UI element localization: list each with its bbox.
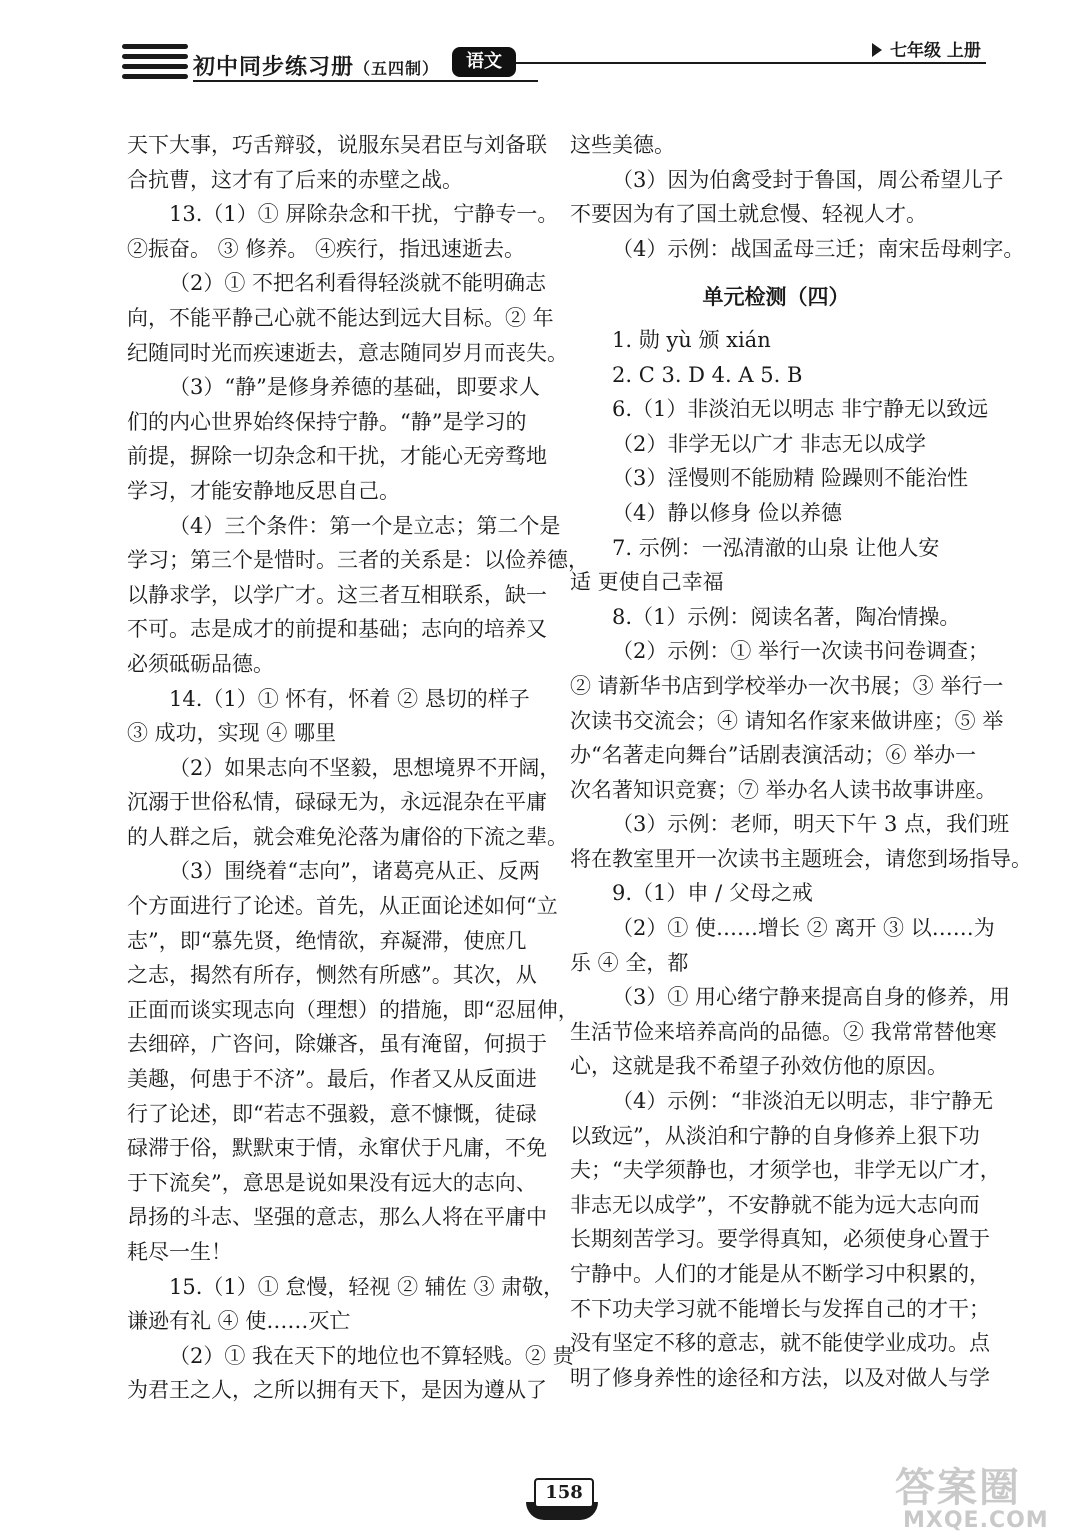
text-line: 合抗曹，这才有了后来的赤壁之战。 xyxy=(127,167,463,192)
text-line: 以致远”，从淡泊和宁静的自身修养上狠下功 xyxy=(570,1123,980,1148)
text-line: 碌滞于俗，默默束于情，永窜伏于凡庸，不免 xyxy=(127,1136,547,1161)
text-line: 昂扬的斗志、坚强的意志，那么人将在平庸中 xyxy=(127,1205,547,1230)
left-column xyxy=(127,128,589,1408)
text-line: 8.（1）示例：阅读名著，陶冶情操。 xyxy=(612,604,961,629)
text-line: ②振奋。 ③ 修养。 ④疾行，指迅速逝去。 xyxy=(127,236,526,261)
text-line: 15.（1）① 怠慢，轻视 ② 辅佐 ③ 肃敬， xyxy=(169,1274,565,1299)
text-line: 个方面进行了论述。首先，从正面论述如何“立 xyxy=(127,894,558,919)
text-line: （3）淫慢则不能励精 险躁则不能治性 xyxy=(612,466,969,491)
text-line: （4）示例：战国孟母三迁；南宋岳母刺字。 xyxy=(612,236,1025,261)
text-line: 美趣，何患于不济”。最后，作者又从反面进 xyxy=(127,1067,537,1092)
text-line: 以静求学，以学广才。这三者互相联系，缺一 xyxy=(127,582,547,607)
text-line: 14.（1）① 怀有，怀着 ② 恳切的样子 xyxy=(169,686,530,711)
text-line: （2）如果志向不坚毅，思想境界不开阔， xyxy=(169,755,561,780)
text-line: 不可。志是成才的前提和基础；志向的培养又 xyxy=(127,617,547,642)
text-line: 为君王之人，之所以拥有天下，是因为遵从了 xyxy=(127,1378,547,1403)
text-line: （3）“静”是修身养德的基础，即要求人 xyxy=(169,375,540,400)
text-line: 不要因为有了国土就怠慢、轻视人才。 xyxy=(570,202,927,227)
book-title xyxy=(193,50,439,81)
page-header xyxy=(0,0,1071,110)
page-number xyxy=(522,1478,602,1522)
play-arrow-icon xyxy=(872,43,882,57)
text-line: （3）示例：老师，明天下午 3 点，我们班 xyxy=(612,812,1010,837)
text-line: 办“名著走向舞台”话剧表演活动；⑥ 举办一 xyxy=(570,743,977,768)
text-line: 7. 示例：一泓清澈的山泉 让他人安 xyxy=(612,535,940,560)
text-line: 行了论述，即“若志不强毅，意不慷慨，徒碌 xyxy=(127,1101,537,1126)
watermark xyxy=(895,1466,1065,1532)
text-line: 之志，揭然有所存，恻然有所感”。其次，从 xyxy=(127,963,537,988)
text-line: 次名著知识竞赛；⑦ 举办名人读书故事讲座。 xyxy=(570,777,997,802)
grade-label xyxy=(872,36,981,61)
text-line: 夫；“夫学须静也，才须学也，非学无以广才， xyxy=(570,1158,1001,1183)
text-line: （2）示例：① 举行一次读书问卷调查； xyxy=(612,639,990,664)
text-line: 不下功夫学习就不能增长与发挥自己的才干； xyxy=(570,1296,990,1321)
text-line: 耗尽一生！ xyxy=(127,1240,232,1264)
text-line: 正面而谈实现志向（理想）的措施，即“忍屈伸， xyxy=(127,997,579,1022)
text-line: 必须砥砺品德。 xyxy=(127,651,274,676)
book-logo-icon xyxy=(122,44,188,84)
text-line: 向，不能平静己心就不能达到远大目标。② 年 xyxy=(127,305,554,330)
text-line: （2）非学无以广才 非志无以成学 xyxy=(612,431,927,456)
text-line: 去细碎，广咨问，除嫌吝，虽有淹留，何损于 xyxy=(127,1032,547,1057)
text-line: 13.（1）① 屏除杂念和干扰，宁静专一。 xyxy=(169,202,559,227)
text-line: ③ 成功，实现 ④ 哪里 xyxy=(127,721,337,746)
text-line: 学习，才能安静地反思自己。 xyxy=(127,478,400,503)
page-number-text: 158 xyxy=(534,1478,594,1508)
grade-text: 七年级 上册 xyxy=(890,41,981,61)
book-edition: （五四制） xyxy=(354,59,440,78)
watermark-cn: 答案圈 xyxy=(895,1465,1021,1511)
text-line: 乐 ④ 全，都 xyxy=(570,950,689,975)
text-line: 天下大事，巧舌辩驳，说服东吴君臣与刘备联 xyxy=(127,133,547,157)
text-line: 将在教室里开一次读书主题班会，请您到场指导。 xyxy=(570,846,1032,871)
right-column xyxy=(570,128,1032,1395)
text-line: 前提，摒除一切杂念和干扰，才能心无旁骛地 xyxy=(127,444,547,469)
text-line: 这些美德。 xyxy=(570,133,675,157)
text-line: 非志无以成学”，不安静就不能为远大志向而 xyxy=(570,1192,980,1217)
text-line: 长期刻苦学习。要学得真知，必须使身心置于 xyxy=(570,1227,990,1252)
text-line: 谦逊有礼 ④ 使……灭亡 xyxy=(127,1309,351,1334)
text-line: （3）① 用心绪宁静来提高自身的修养，用 xyxy=(612,985,1011,1010)
text-line: 适 更使自己幸福 xyxy=(570,570,724,595)
text-line: 们的内心世界始终保持宁静。“静”是学习的 xyxy=(127,409,527,434)
section-title: 单元检测（四） xyxy=(702,284,850,310)
text-line: 没有坚定不移的意志，就不能使学业成功。点 xyxy=(570,1331,990,1356)
subject-badge: 语文 xyxy=(452,47,516,77)
watermark-en: MXQE.COM xyxy=(903,1508,1049,1533)
text-line: 6.（1）非淡泊无以明志 非宁静无以致远 xyxy=(612,397,989,422)
text-line: （4）示例：“非淡泊无以明志，非宁静无 xyxy=(612,1089,994,1114)
text-line: 的人群之后，就会难免沦落为庸俗的下流之辈。 xyxy=(127,824,568,849)
text-line: （3）围绕着“志向”，诸葛亮从正、反两 xyxy=(169,859,540,884)
text-line: 宁静中。人们的才能是从不断学习中积累的， xyxy=(570,1262,990,1286)
text-line: （4）静以修身 俭以养德 xyxy=(612,500,843,525)
text-line: （2）① 我在天下的地位也不算轻贱。② 贵 xyxy=(169,1343,574,1368)
text-line: 沉溺于世俗私情，碌碌无为，永远混杂在平庸 xyxy=(127,790,547,815)
text-line: 于下流矣”，意思是说如果没有远大的志向、 xyxy=(127,1170,537,1195)
text-line: （2）① 使……增长 ② 离开 ③ 以……为 xyxy=(612,916,995,941)
text-line: 志”，即“慕先贤，绝情欲，弃凝滞，使庶几 xyxy=(127,928,527,953)
text-line: （3）因为伯禽受封于鲁国，周公希望儿子 xyxy=(612,167,1004,192)
text-line: 学习；第三个是惜时。三者的关系是：以俭养德， xyxy=(127,548,589,573)
text-line: 纪随同时光而疾速逝去，意志随同岁月而丧失。 xyxy=(127,340,568,365)
text-line: 1. 勋 yù 颁 xián xyxy=(612,327,771,352)
header-rule-right xyxy=(516,62,986,64)
text-line: 9.（1）申 / 父母之戒 xyxy=(612,881,813,906)
header-rule xyxy=(193,80,538,82)
text-line: 2. C 3. D 4. A 5. B xyxy=(612,362,803,387)
text-line: （4）三个条件：第一个是立志；第二个是 xyxy=(169,513,561,538)
text-line: 明了修身养性的途径和方法，以及对做人与学 xyxy=(570,1365,990,1390)
text-line: （2）① 不把名利看得轻淡就不能明确志 xyxy=(169,271,547,296)
text-line: ② 请新华书店到学校举办一次书展；③ 举行一 xyxy=(570,673,1004,698)
book-title-text: 初中同步练习册 xyxy=(193,54,355,80)
text-line: 次读书交流会；④ 请知名作家来做讲座；⑤ 举 xyxy=(570,708,1004,733)
text-line: 生活节俭来培养高尚的品德。② 我常常替他寒 xyxy=(570,1019,997,1044)
text-line: 心，这就是我不希望子孙效仿他的原因。 xyxy=(570,1054,948,1079)
